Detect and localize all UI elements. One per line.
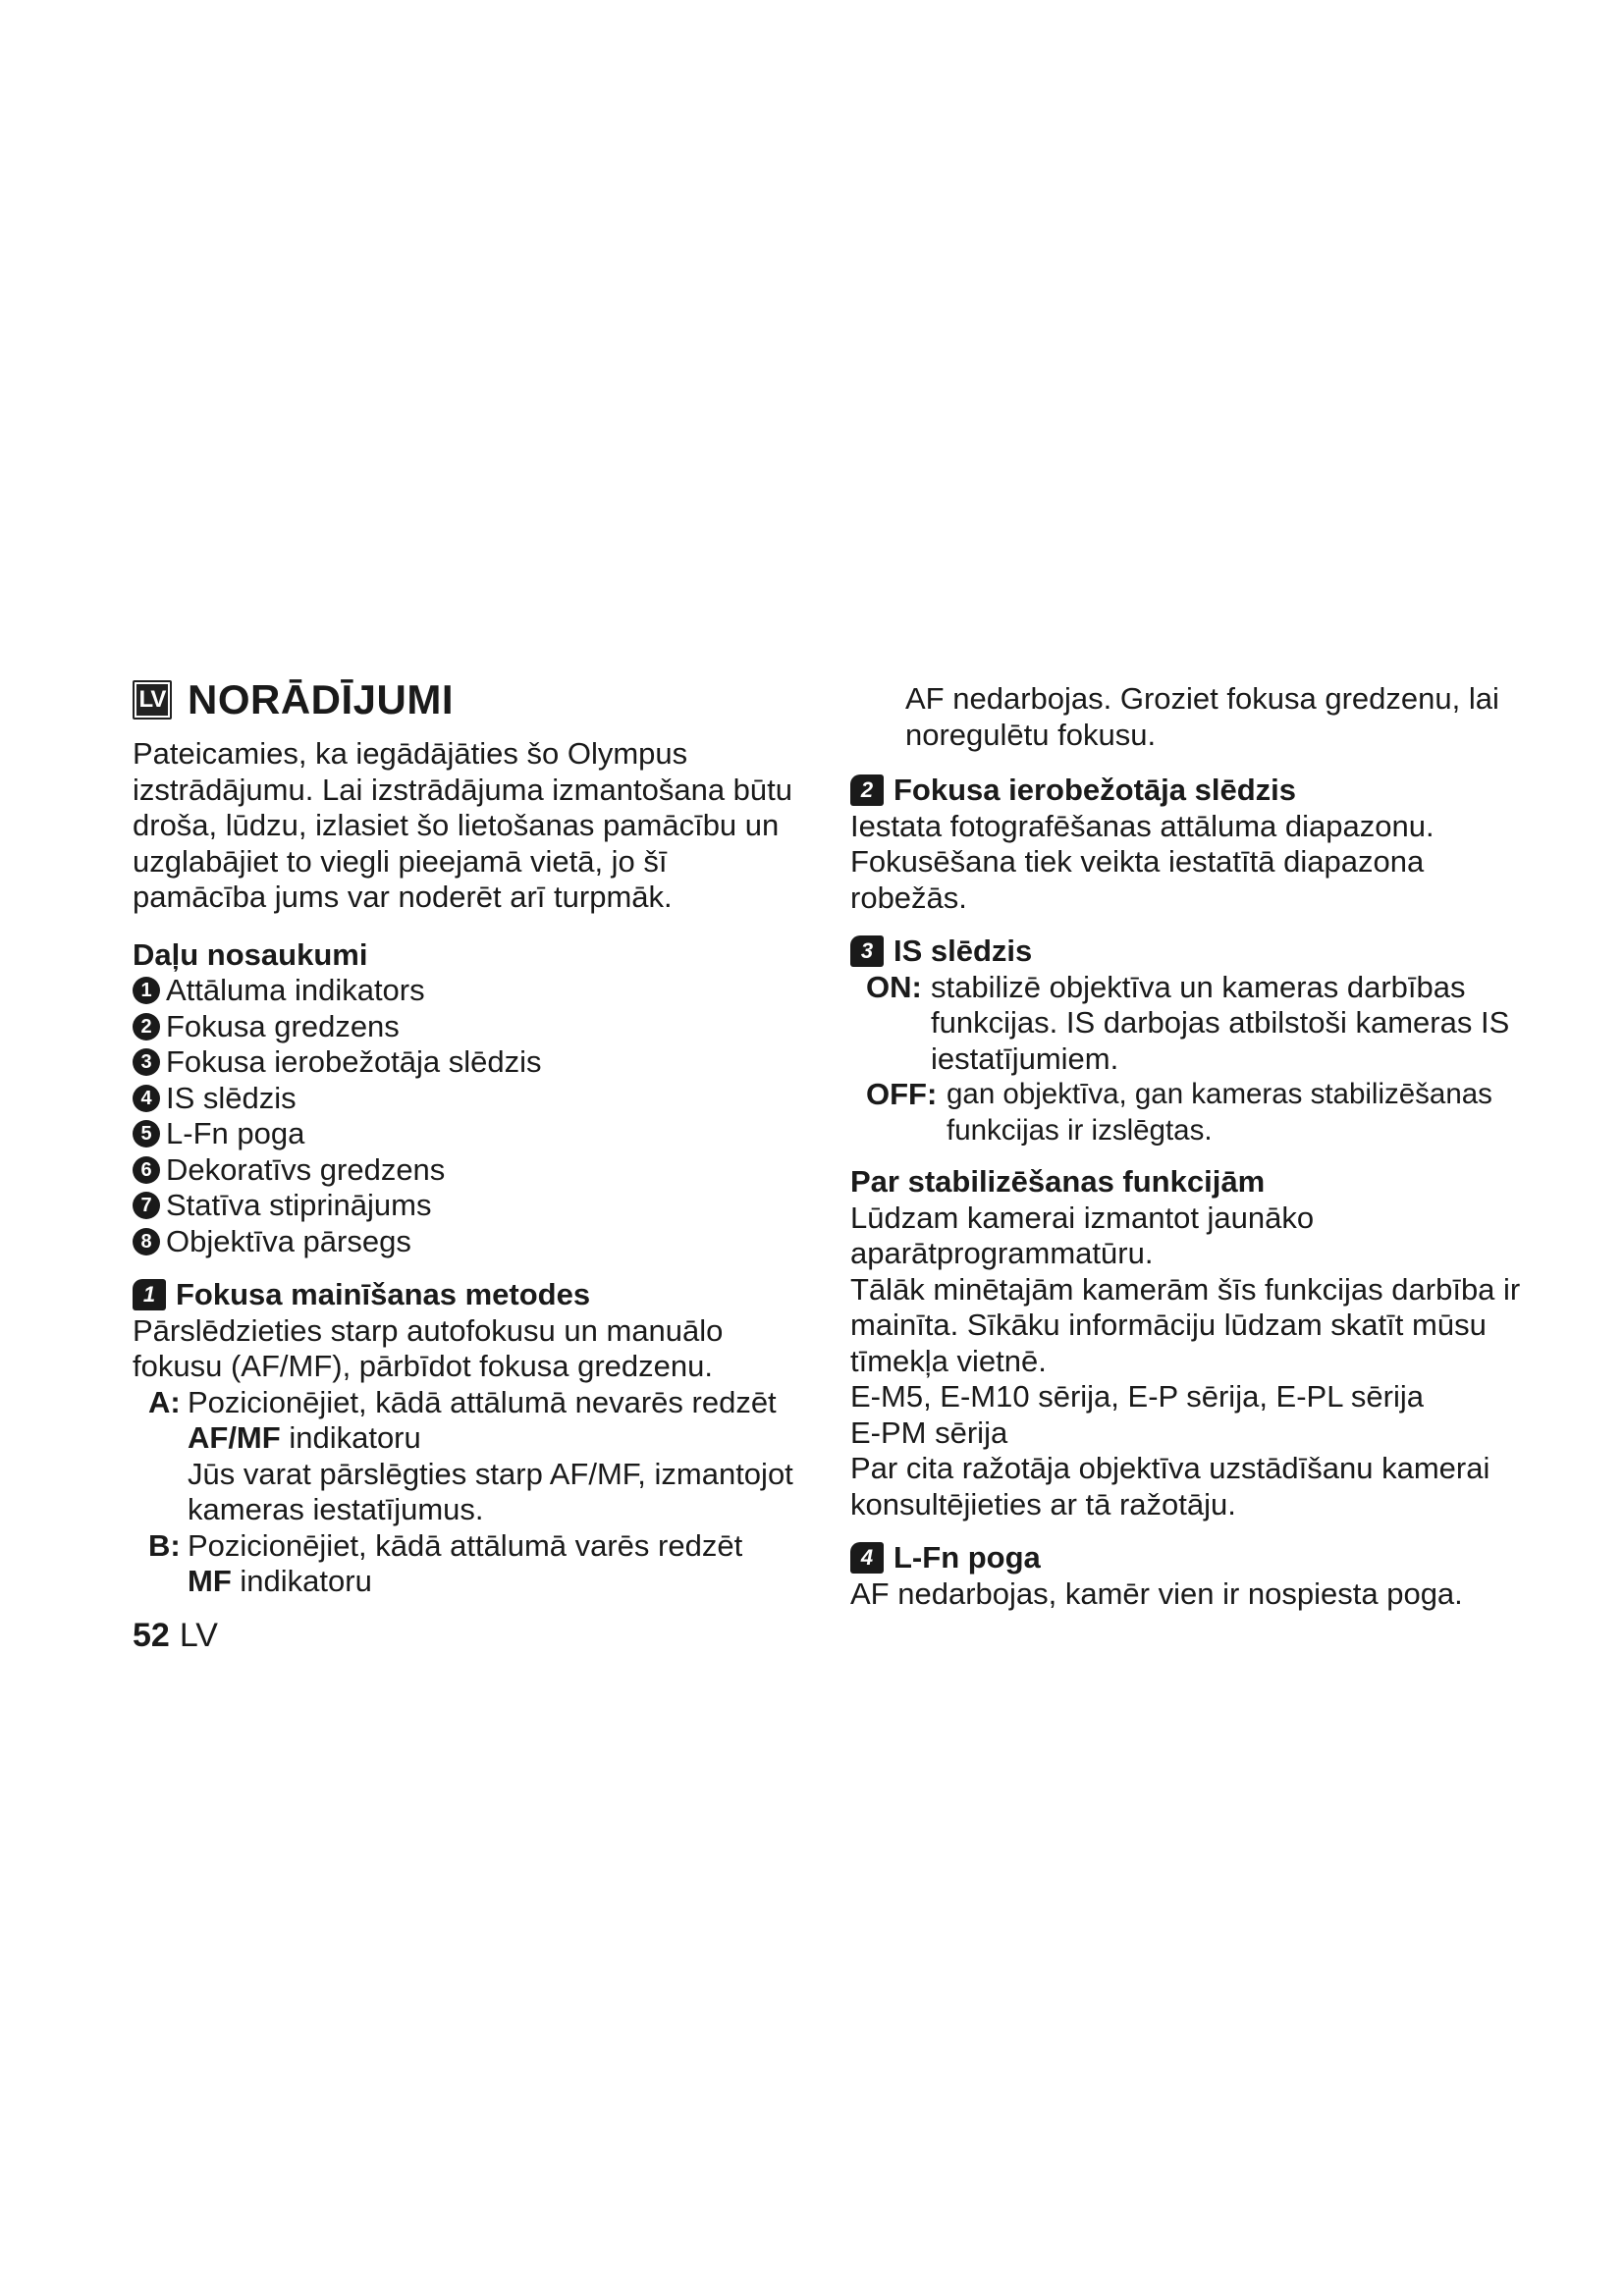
option-a-bold: AF/MF bbox=[188, 1420, 281, 1455]
list-item-label: IS slēdzis bbox=[166, 1080, 297, 1115]
list-item bbox=[133, 973, 800, 1009]
option-a-text2: indikatoru bbox=[289, 1420, 421, 1455]
title-text: NORĀDĪJUMI bbox=[188, 675, 455, 722]
number-8-icon: 8 bbox=[133, 1228, 160, 1255]
option-off-key: OFF: bbox=[866, 1077, 938, 1111]
parts-heading: Daļu nosaukumi bbox=[133, 936, 368, 972]
option-a-body bbox=[188, 1385, 800, 1528]
option-a-text: Pozicionējiet, kādā attālumā nevarēs redzēt bbox=[188, 1384, 777, 1419]
list-item-label: Objektīva pārsegs bbox=[166, 1223, 411, 1258]
section-is-switch-heading bbox=[850, 934, 1528, 970]
page-title bbox=[133, 671, 800, 728]
option-b-text: Pozicionējiet, kādā attālumā varēs redzēt bbox=[188, 1527, 743, 1563]
right-column bbox=[850, 681, 1528, 1612]
left-column bbox=[133, 671, 800, 1600]
list-item-label: Dekoratīvs gredzens bbox=[166, 1151, 446, 1187]
list-item bbox=[133, 1009, 800, 1045]
number-2-icon: 2 bbox=[133, 1013, 160, 1041]
number-7-icon: 7 bbox=[133, 1192, 160, 1219]
option-b-text2: indikatoru bbox=[240, 1564, 372, 1598]
step-3-icon: 3 bbox=[850, 935, 884, 967]
page-number: 52 bbox=[133, 1617, 170, 1654]
section-body: Pārslēdzieties starp autofokusu un manuālo fokusu (AF/MF), pārbīdot fokusa gredzenu. bbox=[133, 1312, 724, 1383]
step-2-icon: 2 bbox=[850, 774, 884, 806]
section-lfn-heading bbox=[850, 1540, 1528, 1576]
option-b-key: B: bbox=[148, 1527, 181, 1563]
page-language: LV bbox=[179, 1617, 218, 1654]
list-item bbox=[133, 1081, 800, 1117]
option-off bbox=[866, 1077, 1528, 1148]
intro-paragraph: Pateicamies, ka iegādājāties šo Olympus izstrādājumu. Lai izstrādājuma izmantošana būtu droša, lūdzu, izlasiet šo lietošanas pamācību un uzglabājiet to viegli pieejamā vietā, jo šī pamācība jums var noderēt arī turpmāk. bbox=[133, 736, 793, 914]
list-item bbox=[133, 1044, 800, 1081]
section-heading-text: Fokusa mainīšanas metodes bbox=[176, 1277, 591, 1311]
option-on-text: stabilizē objektīva un kameras darbības funkcijas. IS darbojas atbilstoši kameras IS iestatījumiem. bbox=[931, 969, 1510, 1076]
number-6-icon: 6 bbox=[133, 1156, 160, 1184]
stabilization-p3: E-M5, E-M10 sērija, E-P sērija, E-PL sērija bbox=[850, 1379, 1425, 1414]
stabilization-p5: Par cita ražotāja objektīva uzstādīšanu kamerai konsultējieties ar tā ražotāju. bbox=[850, 1451, 1490, 1522]
list-item-label: Fokusa ierobežotāja slēdzis bbox=[166, 1044, 542, 1079]
section-heading-text: IS slēdzis bbox=[893, 934, 1033, 968]
stabilization-heading: Par stabilizēšanas funkcijām bbox=[850, 1164, 1266, 1199]
list-item bbox=[133, 1188, 800, 1224]
option-b-body bbox=[188, 1528, 800, 1600]
list-item-label: Attāluma indikators bbox=[166, 973, 425, 1007]
number-1-icon: 1 bbox=[133, 977, 160, 1004]
stabilization-p4: E-PM sērija bbox=[850, 1415, 1008, 1450]
page-footer bbox=[133, 1618, 218, 1654]
stabilization-p1: Lūdzam kamerai izmantot jaunāko aparātprogrammatūru. bbox=[850, 1200, 1315, 1270]
option-b bbox=[148, 1528, 800, 1600]
section-heading-text: L-Fn poga bbox=[893, 1540, 1041, 1575]
option-a bbox=[148, 1385, 800, 1528]
section-focus-methods-heading bbox=[133, 1277, 800, 1313]
step-4-icon: 4 bbox=[850, 1542, 884, 1574]
option-on-key: ON: bbox=[866, 969, 922, 1004]
option-off-text: gan objektīva, gan kameras stabilizēšanas funkcijas ir izslēgtas. bbox=[947, 1078, 1492, 1147]
number-4-icon: 4 bbox=[133, 1085, 160, 1112]
list-item-label: L-Fn poga bbox=[166, 1116, 305, 1150]
list-item bbox=[133, 1152, 800, 1189]
language-badge-icon: LV bbox=[133, 680, 172, 720]
option-on bbox=[866, 970, 1528, 1078]
option-b-bold: MF bbox=[188, 1564, 232, 1598]
step-1-icon: 1 bbox=[133, 1279, 166, 1310]
stabilization-p2: Tālāk minētajām kamerām šīs funkcijas darbība ir mainīta. Sīkāku informāciju lūdzam skatīt mūsu tīmekļa vietnē. bbox=[850, 1271, 1521, 1378]
option-b-continuation: AF nedarbojas. Groziet fokusa gredzenu, lai noregulētu fokusu. bbox=[905, 681, 1499, 752]
parts-list bbox=[133, 973, 800, 1259]
list-item-label: Fokusa gredzens bbox=[166, 1008, 400, 1043]
section-body: AF nedarbojas, kamēr vien ir nospiesta poga. bbox=[850, 1575, 1463, 1611]
number-5-icon: 5 bbox=[133, 1120, 160, 1148]
list-item-label: Statīva stiprinājums bbox=[166, 1188, 432, 1222]
number-3-icon: 3 bbox=[133, 1048, 160, 1076]
list-item bbox=[133, 1116, 800, 1152]
option-a-key: A: bbox=[148, 1384, 181, 1419]
list-item bbox=[133, 1224, 800, 1260]
option-a-text3: Jūs varat pārslēgties starp AF/MF, izmantojot kameras iestatījumus. bbox=[188, 1456, 793, 1526]
section-heading-text: Fokusa ierobežotāja slēdzis bbox=[893, 773, 1297, 807]
section-body: Iestata fotografēšanas attāluma diapazonu. Fokusēšana tiek veikta iestatītā diapazona robežās. bbox=[850, 808, 1435, 915]
section-focus-limiter-heading bbox=[850, 773, 1528, 809]
